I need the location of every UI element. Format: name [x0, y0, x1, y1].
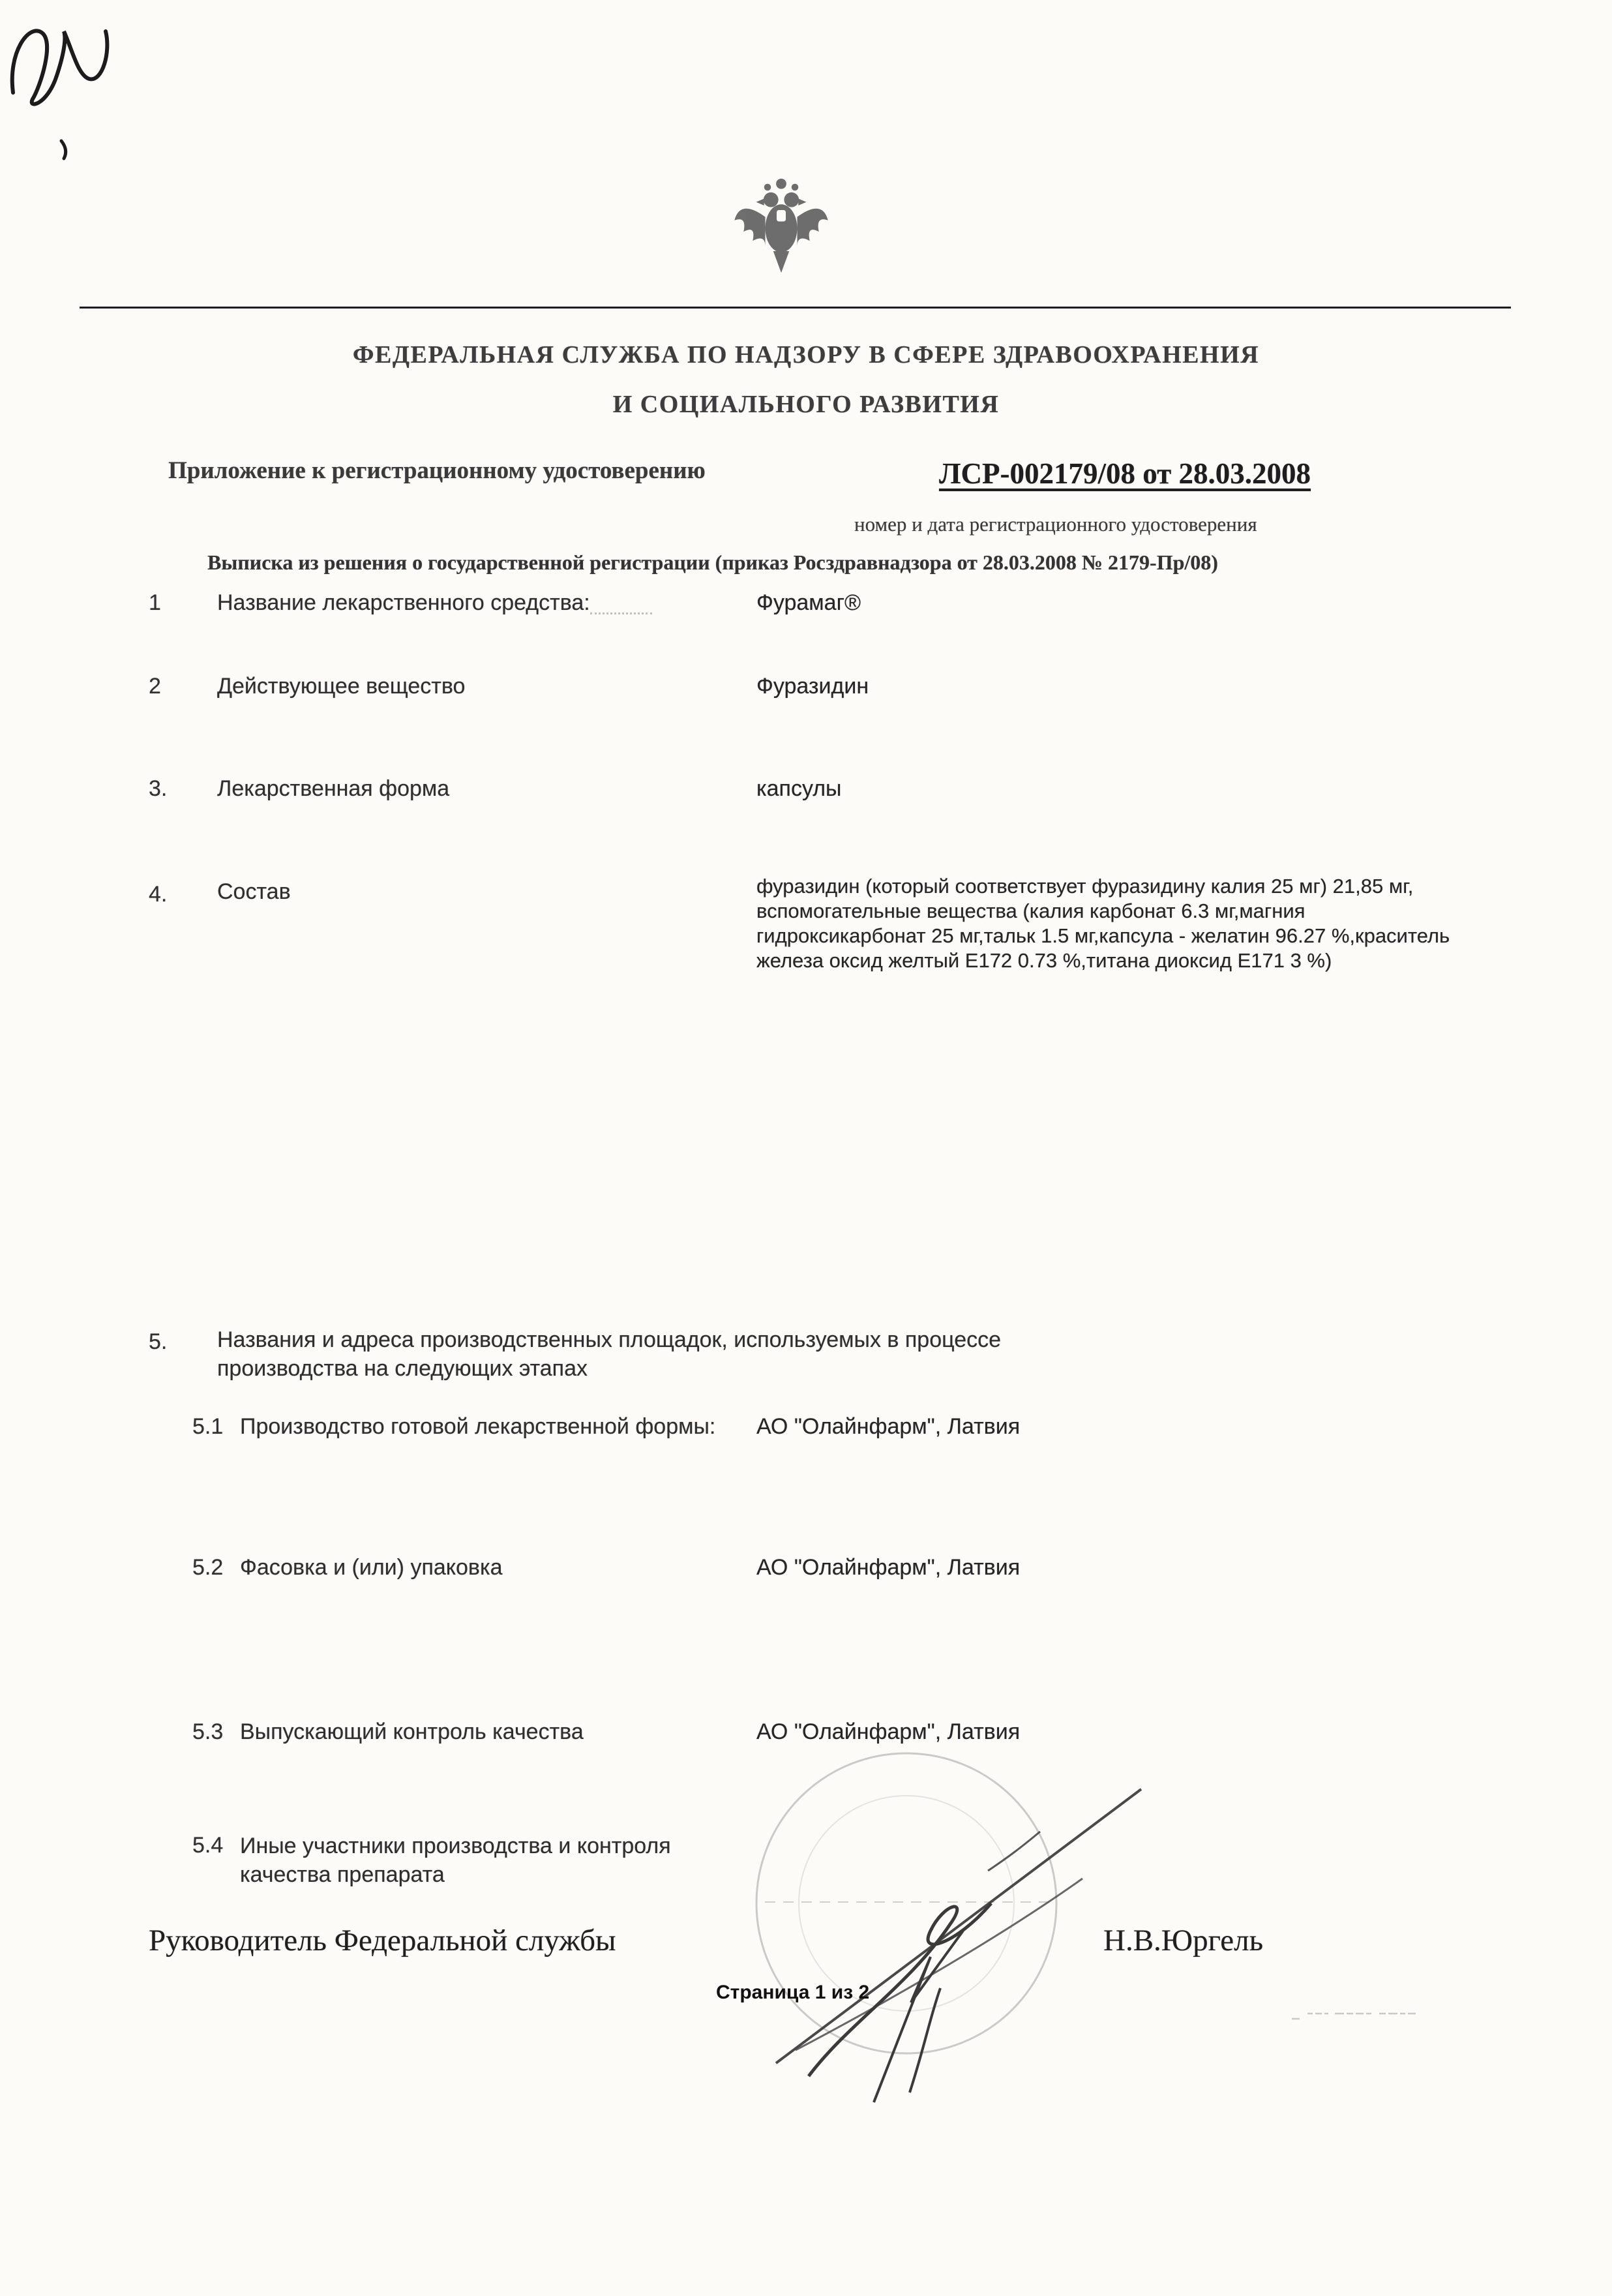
item-label: Действующее вещество — [217, 674, 466, 699]
subitem-number: 5.4 — [192, 1833, 224, 1858]
subitem-label: Производство готовой лекарственной формы: — [240, 1414, 716, 1439]
subitem-value: АО "Олайнфарм", Латвия — [756, 1414, 1021, 1439]
item-label: Названия и адреса производственных площадок, используемых в процессе производства на следующих этапах — [217, 1327, 1002, 1381]
registration-number-caption: номер и дата регистрационного удостоверения — [854, 513, 1257, 536]
coat-of-arms-eagle — [724, 164, 839, 283]
item-label: Название лекарственного средства: — [217, 590, 590, 615]
signer-title: Руководитель Федеральной службы — [149, 1924, 616, 1957]
handwritten-mark — [0, 13, 140, 166]
extract-line: Выписка из решения о государственной регистрации (приказ Росздравнадзора от 28.03.2008 № 2179-Пр/08) — [207, 551, 1218, 574]
item-value: Фурамаг® — [756, 590, 861, 615]
item-value: Фуразидин — [756, 674, 869, 699]
faint-marginal-print — [1288, 2006, 1457, 2025]
subitem-value: АО "Олайнфарм", Латвия — [756, 1719, 1021, 1744]
subitem-label: Выпускающий контроль качества — [240, 1719, 584, 1744]
subitem-label: Иные участники производства и контроля качества препарата — [240, 1834, 671, 1887]
annex-label: Приложение к регистрационному удостоверению — [168, 457, 706, 484]
item-number: 2 — [149, 674, 161, 699]
subitem-label: Фасовка и (или) упаковка — [240, 1555, 503, 1580]
subitem-number: 5.1 — [192, 1414, 224, 1439]
item-value: капсулы — [756, 776, 842, 801]
item-label: Лекарственная форма — [217, 776, 450, 801]
agency-name-line2: И СОЦИАЛЬНОГО РАЗВИТИЯ — [612, 391, 1000, 418]
agency-name-line1: ФЕДЕРАЛЬНАЯ СЛУЖБА ПО НАДЗОРУ В СФЕРЕ ЗДРАВООХРАНЕНИЯ — [352, 341, 1260, 369]
item-number: 4. — [149, 882, 168, 907]
subitem-value: АО "Олайнфарм", Латвия — [756, 1555, 1021, 1580]
item-number: 1 — [149, 590, 161, 615]
item-number: 3. — [149, 776, 168, 801]
dotted-filler — [590, 590, 652, 614]
subitem-number: 5.2 — [192, 1555, 224, 1580]
signer-name: Н.В.Юргель — [1103, 1924, 1264, 1957]
item-number: 5. — [149, 1329, 168, 1354]
page-indicator: Страница 1 из 2 — [716, 1982, 870, 2003]
header-divider — [80, 307, 1511, 309]
item-value: фуразидин (который соответствует фуразидину калия 25 мг) 21,85 мг, вспомогательные вещества (калия карбонат 6.3 мг,магния гидроксикарбонат 25 мг,тальк 1.5 мг,капсула - желатин 96.27 %,краситель железа оксид желтый Е172 0.73 %,титана диоксид Е171 3 %) — [756, 875, 1450, 972]
round-stamp-and-signature — [714, 1708, 1184, 2125]
subitem-number: 5.3 — [192, 1719, 224, 1744]
registration-number: ЛСР-002179/08 от 28.03.2008 — [939, 457, 1311, 490]
item-label: Состав — [217, 879, 291, 904]
